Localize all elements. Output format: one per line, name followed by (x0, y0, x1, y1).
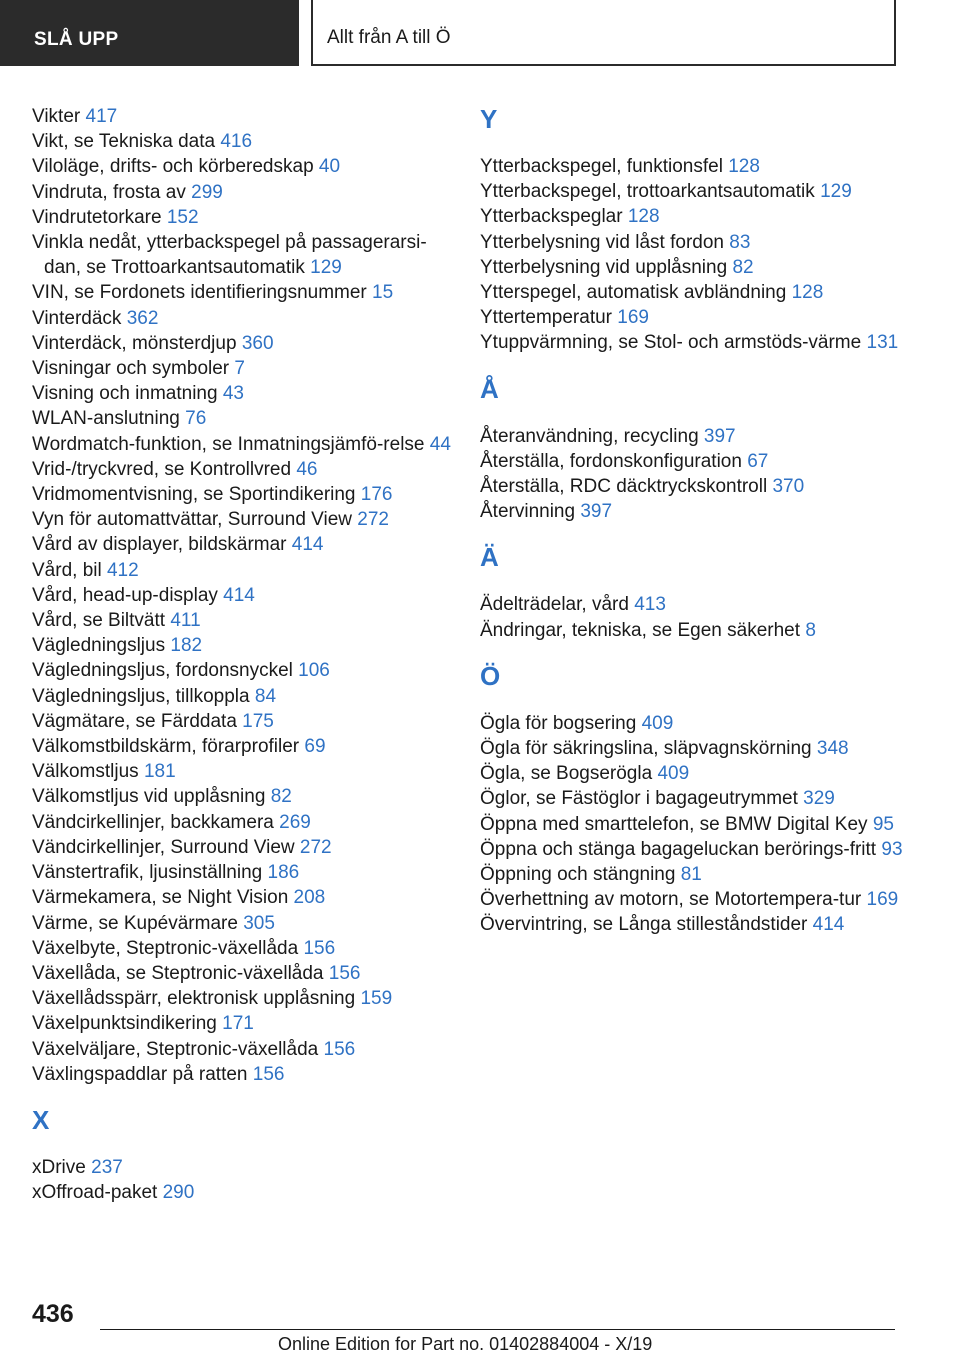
index-entry-text: Visningar och symboler (32, 358, 230, 380)
index-entry (32, 129, 462, 154)
index-entry-text: Öppna och stänga bagageluckan berörings-fritt (480, 838, 877, 860)
index-letter-heading: Ö (480, 660, 501, 691)
index-entry-text: Vikter (32, 106, 81, 127)
index-page-link[interactable]: 413 (634, 594, 666, 616)
index-entry (480, 474, 910, 499)
index-entry-text: Återställa, RDC däcktryckskontroll (480, 476, 768, 498)
index-entry-text: Växlingspaddlar på ratten (32, 1063, 248, 1085)
index-page-link[interactable]: 131 (866, 332, 899, 354)
index-letter-heading: Å (480, 373, 499, 404)
index-page-link[interactable]: 81 (680, 864, 702, 886)
index-page-link[interactable]: 409 (657, 763, 690, 785)
index-entry-text: Överhettning av motorn, se Motortempera-tur (480, 889, 862, 911)
index-column-left (32, 104, 462, 1205)
index-entry-text: Vinterdäck (32, 307, 122, 329)
index-page-link[interactable]: 181 (143, 761, 176, 783)
index-entry (32, 734, 462, 759)
section-tab-title: Allt från A till Ö (311, 0, 896, 66)
index-entry-text: Välkomstbildskärm, förarprofiler (32, 736, 300, 758)
index-entry-text: Yttertemperatur (480, 307, 612, 329)
index-entry (32, 230, 462, 280)
index-entry (480, 204, 910, 229)
index-page-link[interactable]: 129 (820, 181, 852, 203)
index-entry (480, 786, 910, 811)
index-page-link[interactable]: 397 (580, 501, 613, 523)
index-entry-text: Växelväljare, Steptronic-växellåda (32, 1038, 319, 1060)
index-entry (32, 986, 462, 1011)
index-page-link[interactable]: 237 (91, 1156, 123, 1178)
index-entry-text: Växellådsspärr, elektronisk upplåsning (32, 988, 356, 1010)
index-entry (32, 1180, 462, 1205)
index-entry (32, 180, 462, 205)
index-entry (32, 810, 462, 835)
section-tab-active[interactable]: SLÅ UPP (0, 0, 299, 66)
index-page-link[interactable]: 83 (729, 231, 751, 253)
index-entry (480, 912, 910, 937)
index-entry (480, 862, 910, 887)
index-entry-text: Ytterbelysning vid låst fordon (480, 231, 724, 253)
index-entry (32, 633, 462, 658)
index-entry-text: Visning och inmatning (32, 383, 218, 405)
index-page-link[interactable]: 40 (318, 156, 341, 178)
index-page-link[interactable]: 43 (222, 383, 244, 405)
index-entry-text: Vridmomentvisning, se Sportindikering (32, 484, 356, 506)
index-entry-text: Öppna med smarttelefon, se BMW Digital Key (480, 813, 868, 835)
index-page-link[interactable]: 128 (627, 206, 660, 228)
index-page-link[interactable]: 272 (299, 836, 332, 858)
index-entry-text: Välkomstljus (32, 761, 139, 783)
index-entry-text: Växellåda, se Steptronic-växellåda (32, 962, 324, 984)
index-page-link[interactable]: 305 (243, 912, 275, 934)
index-entry-text: Viloläge, drifts- och körberedskap (32, 156, 314, 178)
index-entry-text: xOffroad-paket (32, 1182, 158, 1204)
index-entry (32, 835, 462, 860)
index-entry-text: Vinkla nedåt, ytterbackspegel på passagerarsi-dan, se Trottoarkantsautomatik (32, 232, 427, 279)
index-entry (32, 1062, 462, 1087)
index-entry (32, 356, 462, 381)
index-page-link[interactable]: 15 (372, 282, 394, 304)
index-entry (32, 583, 462, 608)
index-page-link[interactable]: 414 (223, 584, 255, 606)
index-page-link[interactable]: 95 (872, 813, 894, 835)
index-entry (480, 255, 910, 280)
index-entry (32, 911, 462, 936)
index-page-link[interactable]: 76 (185, 408, 207, 430)
index-page-link[interactable]: 362 (126, 307, 159, 329)
index-entry (32, 684, 462, 709)
index-entry-text: VIN, se Fordonets identifieringsnummer (32, 282, 367, 304)
index-page-link[interactable]: 82 (270, 786, 292, 808)
index-entry-text: Ytterbackspeglar (480, 206, 623, 228)
index-entry-text: Vindrutetorkare (32, 206, 162, 228)
index-page-link[interactable]: 397 (703, 425, 736, 447)
index-entry (32, 205, 462, 230)
index-entry (32, 331, 462, 356)
index-entry-text: Vindruta, frosta av (32, 181, 186, 203)
index-page-link[interactable]: 411 (170, 610, 201, 632)
index-entry (32, 381, 462, 406)
edition-note: Online Edition for Part no. 01402884004 - X/19 (278, 1334, 653, 1354)
index-page-link[interactable]: 169 (866, 889, 899, 911)
index-page-link[interactable]: 128 (728, 156, 760, 177)
index-entry (480, 449, 910, 474)
page-header (0, 0, 960, 66)
index-entry (480, 499, 910, 524)
index-entry-text: Vägledningsljus, tillkoppla (32, 685, 250, 707)
index-entry (480, 424, 910, 449)
index-page-link[interactable]: 156 (323, 1038, 356, 1060)
index-entry-text: xDrive (32, 1156, 86, 1178)
index-page-link[interactable]: 182 (170, 635, 203, 657)
index-letter-heading: X (32, 1104, 50, 1135)
index-entry (480, 761, 910, 786)
index-entry (32, 154, 462, 179)
index-entry-text: Ytterbelysning vid upplåsning (480, 256, 728, 278)
index-entry-text: Vänstertrafik, ljusinställning (32, 862, 263, 884)
index-entry (32, 1155, 462, 1180)
index-page-link[interactable]: 417 (85, 106, 118, 127)
index-entry-text: Ytterspegel, automatisk avbländning (480, 282, 787, 304)
index-page-link[interactable]: 299 (191, 181, 223, 203)
index-page-link[interactable]: 169 (617, 307, 649, 329)
index-page-link[interactable]: 7 (234, 358, 245, 380)
index-page-link[interactable]: 69 (304, 736, 326, 758)
index-entry-text: Vård av displayer, bildskärmar (32, 534, 287, 556)
index-page-link[interactable]: 8 (805, 619, 816, 641)
index-entry-text: Återvinning (480, 501, 576, 523)
index-entry-text: Vyn för automattvättar, Surround View (32, 509, 353, 531)
footer-divider (100, 1329, 895, 1330)
index-entry (32, 482, 462, 507)
index-page-link[interactable]: 414 (291, 534, 324, 556)
index-entry-text: Vård, bil (32, 559, 102, 581)
index-entry (480, 592, 910, 617)
index-column-right (480, 104, 910, 938)
index-entry-text: WLAN-anslutning (32, 408, 180, 430)
index-page-link[interactable]: 156 (252, 1063, 285, 1085)
index-entry-text: Vrid-/tryckvred, se Kontrollvred (32, 458, 292, 480)
index-entry (32, 432, 462, 457)
index-entry-text: Vikt, se Tekniska data (32, 131, 216, 153)
index-page-link[interactable]: 44 (429, 433, 451, 455)
index-page-link[interactable]: 82 (732, 256, 754, 278)
index-page-link[interactable]: 370 (772, 476, 805, 498)
index-page-link[interactable]: 416 (220, 131, 253, 153)
index-entry (480, 179, 910, 204)
index-entry (32, 558, 462, 583)
index-entry (480, 280, 910, 305)
index-entry-text: Ytterbackspegel, trottoarkantsautomatik (480, 181, 815, 203)
index-entry-text: Ändringar, tekniska, se Egen säkerhet (480, 619, 801, 641)
index-entry (32, 1011, 462, 1036)
index-page-link[interactable]: 348 (816, 738, 849, 760)
index-entry-text: Återanvändning, recycling (480, 425, 699, 447)
index-entry-text: Växelpunktsindikering (32, 1013, 217, 1035)
index-entry-text: Öppning och stängning (480, 864, 676, 886)
index-entry (32, 860, 462, 885)
index-entry (32, 280, 462, 305)
index-page-link[interactable]: 360 (241, 332, 274, 354)
index-page-link[interactable]: 93 (881, 838, 903, 860)
index-entry-text: Återställa, fordonskonfiguration (480, 450, 742, 472)
index-page-link[interactable]: 84 (254, 685, 277, 707)
index-page-link[interactable]: 269 (279, 811, 311, 833)
index-entry (32, 306, 462, 331)
index-page-link[interactable]: 186 (267, 862, 300, 884)
index-page-link[interactable]: 290 (162, 1182, 195, 1204)
index-entry-text: Ögla för bogsering (480, 712, 637, 734)
index-page-link[interactable]: 329 (803, 788, 835, 810)
index-letter-heading: Y (480, 104, 498, 134)
index-page-link[interactable]: 414 (812, 914, 845, 936)
index-entry (32, 1037, 462, 1062)
page-number: 436 (32, 1300, 74, 1328)
index-entry-text: Värmekamera, se Night Vision (32, 887, 289, 909)
index-page-link[interactable]: 106 (298, 660, 330, 682)
index-page-link[interactable]: 46 (296, 458, 318, 480)
index-page-link[interactable]: 156 (328, 962, 361, 984)
index-entry (480, 736, 910, 761)
index-page-link[interactable]: 159 (360, 988, 393, 1010)
index-entry (480, 154, 910, 179)
index-entry (32, 936, 462, 961)
index-entry-text: Ädelträdelar, vård (480, 594, 629, 616)
index-entry-text: Ögla för säkringslina, släpvagnskörning (480, 738, 812, 760)
index-entry-text: Vård, head-up-display (32, 584, 218, 606)
index-entry (480, 618, 910, 643)
index-entry (32, 608, 462, 633)
index-entry-text: Vändcirkellinjer, backkamera (32, 811, 274, 833)
index-entry (32, 658, 462, 683)
index-entry-text: Wordmatch-funktion, se Inmatningsjämfö-relse (32, 433, 425, 455)
index-entry (480, 230, 910, 255)
index-page-link[interactable]: 171 (222, 1013, 254, 1035)
index-page-link[interactable]: 128 (791, 282, 824, 304)
index-page-link[interactable]: 175 (242, 710, 274, 732)
index-entry (32, 457, 462, 482)
index-entry (32, 709, 462, 734)
index-entry (32, 406, 462, 431)
index-page-link[interactable]: 208 (293, 887, 326, 909)
index-entry (32, 507, 462, 532)
index-page-link[interactable]: 67 (747, 450, 769, 472)
index-page-link[interactable]: 272 (357, 509, 389, 531)
index-entry-text: Ytterbackspegel, funktionsfel (480, 156, 723, 177)
index-entry-text: Öglor, se Fästöglor i bagageutrymmet (480, 788, 798, 810)
index-page-link[interactable]: 409 (641, 712, 674, 734)
index-page-link[interactable]: 156 (303, 937, 336, 959)
index-entry (480, 812, 910, 837)
index-entry (480, 837, 910, 862)
index-entry-text: Övervintring, se Långa stilleståndstider (480, 914, 808, 936)
index-entry-text: Växelbyte, Steptronic-växellåda (32, 937, 299, 959)
index-letter-heading: Ä (480, 542, 499, 573)
index-entry (32, 104, 462, 129)
index-page-link[interactable]: 152 (166, 206, 199, 228)
index-entry-text: Ögla, se Bogserögla (480, 763, 653, 785)
index-entry (32, 784, 462, 809)
index-entry-text: Välkomstljus vid upplåsning (32, 786, 266, 808)
index-entry (32, 532, 462, 557)
index-entry (480, 330, 910, 355)
index-entry (480, 711, 910, 736)
index-page-link[interactable]: 129 (310, 257, 342, 279)
index-entry (480, 305, 910, 330)
index-entry (480, 887, 910, 912)
index-entry-text: Vägledningsljus, fordonsnyckel (32, 660, 293, 682)
index-entry-text: Vändcirkellinjer, Surround View (32, 836, 295, 858)
index-entry-text: Ytuppvärmning, se Stol- och armstöds-värme (480, 332, 862, 354)
index-page-link[interactable]: 176 (360, 484, 393, 506)
index-entry-text: Vägledningsljus (32, 635, 166, 657)
index-entry (32, 961, 462, 986)
index-page-link[interactable]: 412 (106, 559, 139, 581)
index-entry (32, 759, 462, 784)
index-entry-text: Vinterdäck, mönsterdjup (32, 332, 237, 354)
index-entry-text: Värme, se Kupévärmare (32, 912, 238, 934)
index-entry-text: Vägmätare, se Färddata (32, 710, 237, 732)
index-entry (32, 885, 462, 910)
index-entry-text: Vård, se Biltvätt (32, 610, 166, 632)
